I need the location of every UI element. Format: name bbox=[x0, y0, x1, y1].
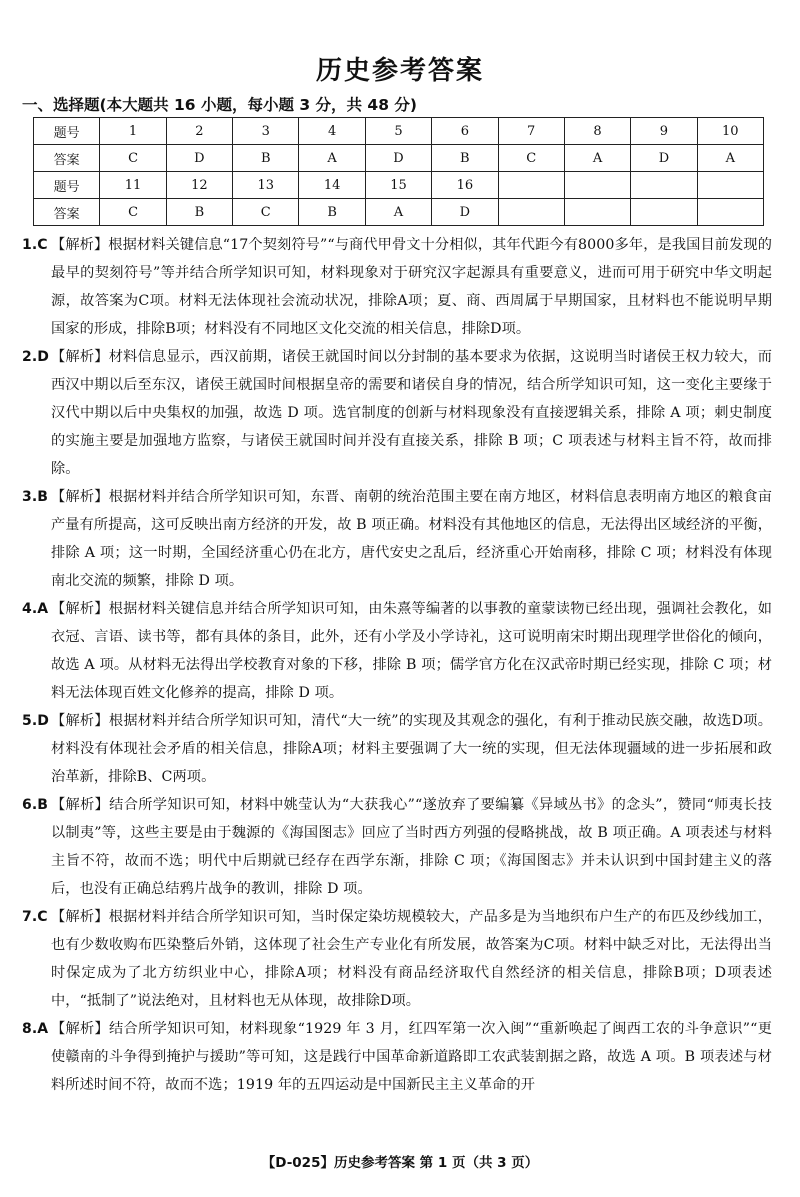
question-number: 7.C bbox=[22, 909, 48, 925]
answer-cell bbox=[564, 199, 630, 226]
answer-cell: 3 bbox=[233, 118, 299, 145]
answer-cell: A bbox=[365, 199, 431, 226]
table-row bbox=[34, 118, 764, 145]
answer-cell: 8 bbox=[564, 118, 630, 145]
explanation-item-1 bbox=[22, 231, 772, 343]
explanation-item-8 bbox=[22, 1015, 772, 1099]
answer-cell bbox=[631, 199, 697, 226]
answer-cell: C bbox=[498, 145, 564, 172]
explanation-item-3 bbox=[22, 483, 772, 595]
explanation-text: 【解析】结合所学知识可知，材料现象“1929 年 3 月，红四军第一次入闽”“重新唤起了闽西工农的斗争意识”“更使赣南的斗争得到掩护与援助”等可知，这是践行中国革命新道路即工农武装割据之路，故选 A 项。B 项表述与材料所述时间不符，故而不选；1919 年的五四运动是中国新民主主义革命的开 bbox=[51, 1021, 772, 1093]
answer-cell: 12 bbox=[166, 172, 232, 199]
table-row bbox=[34, 172, 764, 199]
answer-cell: 15 bbox=[365, 172, 431, 199]
answer-cell: 1 bbox=[100, 118, 166, 145]
answer-cell bbox=[498, 199, 564, 226]
answer-cell: A bbox=[299, 145, 365, 172]
answer-cell: 13 bbox=[233, 172, 299, 199]
explanation-list bbox=[22, 231, 772, 1099]
answer-cell: 4 bbox=[299, 118, 365, 145]
explanation-item-7 bbox=[22, 903, 772, 1015]
answer-cell: A bbox=[697, 145, 763, 172]
answer-cell: D bbox=[365, 145, 431, 172]
row-header-cell: 题号 bbox=[34, 118, 100, 145]
answer-cell bbox=[498, 172, 564, 199]
section-heading: 一、选择题(本大题共 16 小题，每小题 3 分，共 48 分) bbox=[22, 96, 417, 114]
explanation-text: 【解析】根据材料并结合所学知识可知，清代“大一统”的实现及其观念的强化，有利于推动民族交融，故选D项。材料没有体现社会矛盾的相关信息，排除A项；材料主要强调了大一统的实现，但无法体现疆域的进一步拓展和政治革新，排除B、C两项。 bbox=[51, 713, 772, 785]
explanation-item-6 bbox=[22, 791, 772, 903]
answer-cell: D bbox=[432, 199, 498, 226]
answer-cell: C bbox=[100, 199, 166, 226]
answer-cell: 14 bbox=[299, 172, 365, 199]
explanation-text: 【解析】根据材料关键信息并结合所学知识可知，由朱熹等编著的以事教的童蒙读物已经出现，强调社会教化，如衣冠、言语、读书等，都有具体的条目，此外，还有小学及小学诗礼，这可说明南宋时期出现理学世俗化的倾向，故选 A 项。从材料无法得出学校教育对象的下移，排除 B 项；儒学官方化在汉武帝时期已经实现，排除 C 项；材料无法体现百姓文化修养的提高，排除 D 项。 bbox=[51, 601, 772, 701]
page-title: 历史参考答案 bbox=[315, 56, 484, 86]
row-header-cell: 答案 bbox=[34, 145, 100, 172]
table-row bbox=[34, 199, 764, 226]
answer-cell: B bbox=[233, 145, 299, 172]
row-header-cell: 答案 bbox=[34, 199, 100, 226]
question-number: 3.B bbox=[22, 489, 49, 505]
answer-cell: 9 bbox=[631, 118, 697, 145]
answer-cell: 5 bbox=[365, 118, 431, 145]
answer-cell: C bbox=[233, 199, 299, 226]
answer-cell: C bbox=[100, 145, 166, 172]
question-number: 2.D bbox=[22, 349, 49, 365]
explanation-text: 【解析】根据材料并结合所学知识可知，当时保定染坊规模较大，产品多是为当地织布户生产的布匹及纱线加工，也有少数收购布匹染整后外销，这体现了社会生产专业化有所发展，故答案为C项。材料中缺乏对比，无法得出当时保定成为了北方纺织业中心，排除A项；材料没有商品经济取代自然经济的相关信息，排除B项；D项表述中，“抵制了”说法绝对，且材料也无从体现，故排除D项。 bbox=[51, 909, 772, 1009]
answer-cell: 6 bbox=[432, 118, 498, 145]
answer-cell bbox=[697, 199, 763, 226]
explanation-text: 【解析】结合所学知识可知，材料中姚莹认为“大获我心”“遂放弃了要编纂《异域丛书》的念头”，赞同“师夷长技以制夷”等，这些主要是由于魏源的《海国图志》回应了当时西方列强的侵略挑战，故 B 项正确。A 项表述与材料主旨不符，故而不选；明代中后期就已经存在西学东渐，排除 C 项；《海国图志》并未认识到中国封建主义的落后，也没有正确总结鸦片战争的教训，排除 D 项。 bbox=[51, 797, 772, 897]
explanation-item-4 bbox=[22, 595, 772, 707]
table-row bbox=[34, 145, 764, 172]
page-footer: 【D-025】历史参考答案 第 1 页（共 3 页） bbox=[261, 1155, 539, 1171]
answer-cell bbox=[631, 172, 697, 199]
answer-cell: 10 bbox=[697, 118, 763, 145]
explanation-item-5 bbox=[22, 707, 772, 791]
answer-cell bbox=[564, 172, 630, 199]
question-number: 1.C bbox=[22, 237, 48, 253]
question-number: 4.A bbox=[22, 601, 49, 617]
answer-cell: 2 bbox=[166, 118, 232, 145]
answer-cell: A bbox=[564, 145, 630, 172]
row-header-cell: 题号 bbox=[34, 172, 100, 199]
answer-table bbox=[33, 117, 764, 226]
answer-cell bbox=[697, 172, 763, 199]
explanation-text: 【解析】根据材料关键信息“17个契刻符号”“与商代甲骨文十分相似，其年代距今有8000多年，是我国目前发现的最早的契刻符号”等并结合所学知识可知，材料现象对于研究汉字起源具有重要意义，进而可用于研究中华文明起源，故答案为C项。材料无法体现社会流动状况，排除A项；夏、商、西周属于早期国家，且材料也不能说明早期国家的形成，排除B项；材料没有不同地区文化交流的相关信息，排除D项。 bbox=[51, 237, 772, 337]
answer-cell: 7 bbox=[498, 118, 564, 145]
answer-cell: B bbox=[166, 199, 232, 226]
answer-cell: D bbox=[166, 145, 232, 172]
answer-cell: D bbox=[631, 145, 697, 172]
answer-cell: 16 bbox=[432, 172, 498, 199]
question-number: 6.B bbox=[22, 797, 49, 813]
answer-cell: B bbox=[299, 199, 365, 226]
question-number: 5.D bbox=[22, 713, 49, 729]
explanation-text: 【解析】根据材料并结合所学知识可知，东晋、南朝的统治范围主要在南方地区，材料信息表明南方地区的粮食亩产量有所提高，这可反映出南方经济的开发，故 B 项正确。材料没有其他地区的信息，无法得出区域经济的平衡，排除 A 项；这一时期，全国经济重心仍在北方，唐代安史之乱后，经济重心开始南移，排除 C 项；材料没有体现南北交流的频繁，排除 D 项。 bbox=[51, 489, 772, 589]
explanation-item-2 bbox=[22, 343, 772, 483]
answer-cell: B bbox=[432, 145, 498, 172]
explanation-text: 【解析】材料信息显示，西汉前期，诸侯王就国时间以分封制的基本要求为依据，这说明当时诸侯王权力较大，而西汉中期以后至东汉，诸侯王就国时间根据皇帝的需要和诸侯自身的情况，结合所学知识可知，这一变化主要缘于汉代中期以后中央集权的加强，故选 D 项。选官制度的创新与材料现象没有直接逻辑关系，排除 A 项；刺史制度的实施主要是加强地方监察，与诸侯王就国时间并没有直接关系，排除 B 项；C 项表述与材料主旨不符，故而排除。 bbox=[51, 349, 772, 477]
answer-cell: 11 bbox=[100, 172, 166, 199]
question-number: 8.A bbox=[22, 1021, 49, 1037]
